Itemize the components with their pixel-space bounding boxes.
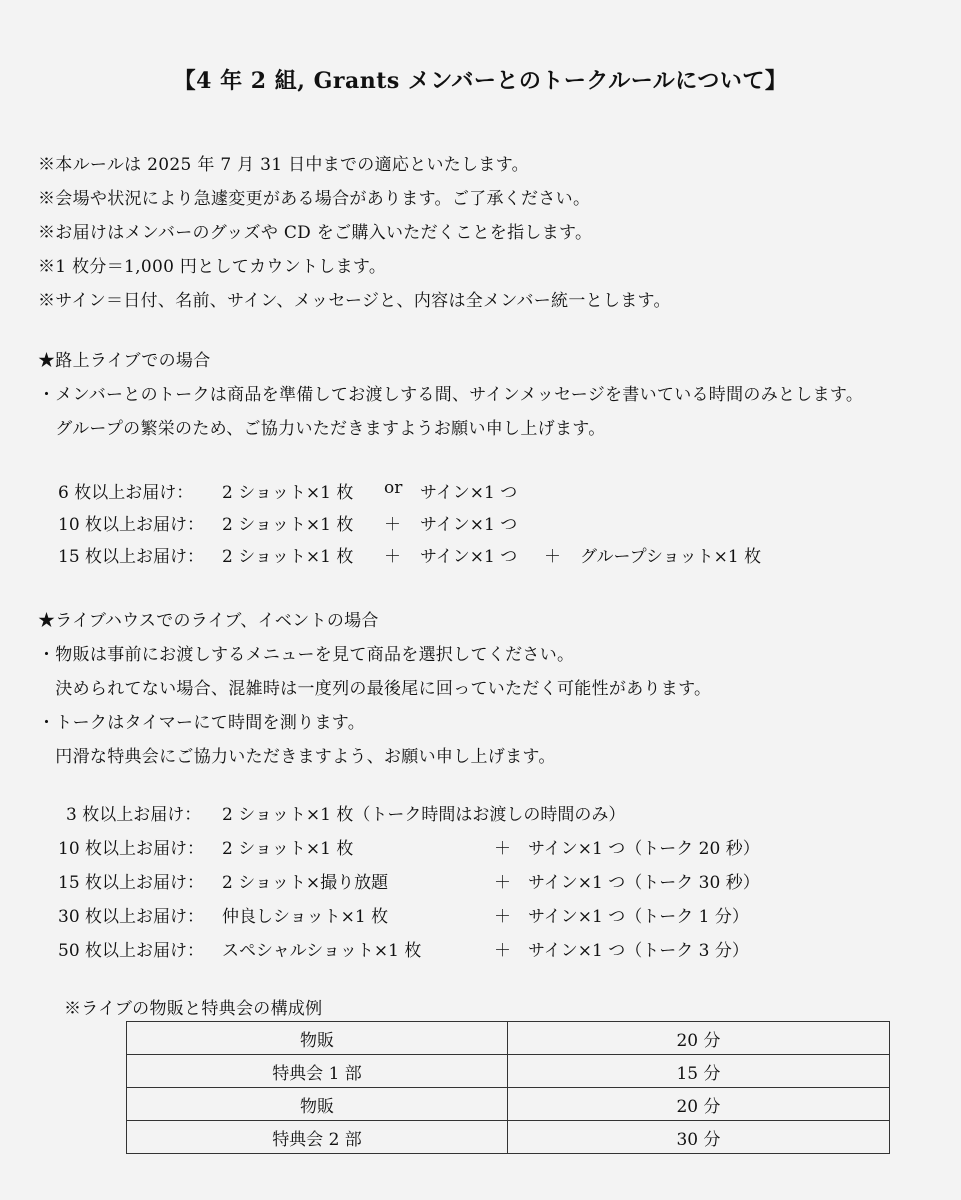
schedule-table	[126, 1021, 890, 1154]
table-row	[127, 1055, 890, 1088]
tier-reward-c: グループショット×1 枚	[580, 547, 762, 567]
schedule-time: 20 分	[508, 1022, 890, 1055]
livehouse-line: ・物販は事前にお渡しするメニューを見て商品を選択してください。	[38, 645, 575, 665]
table-row	[127, 1121, 890, 1154]
note-line: ※1 枚分＝1,000 円としてカウントします。	[38, 257, 387, 277]
livehouse-line: ・トークはタイマーにて時間を測ります。	[38, 713, 365, 733]
livehouse-line: 決められてない場合、混雑時は一度列の最後尾に回っていただく可能性があります。	[38, 679, 712, 699]
tier-reward-b: サイン×1 つ（トーク 20 秒）	[528, 839, 760, 859]
livehouse-heading: ★ライブハウスでのライブ、イベントの場合	[38, 611, 379, 631]
note-line: ※サイン＝日付、名前、サイン、メッセージと、内容は全メンバー統一とします。	[38, 291, 671, 311]
tier-operator: ＋	[384, 515, 401, 535]
table-row	[127, 1022, 890, 1055]
tier-reward-a: 2 ショット×1 枚	[222, 547, 354, 567]
tier-requirement: 50 枚以上お届け：	[58, 941, 205, 961]
tier-reward-a: 2 ショット×1 枚	[222, 483, 354, 503]
schedule-item: 物販	[127, 1088, 508, 1121]
note-line: ※会場や状況により急遽変更がある場合があります。ご了承ください。	[38, 189, 591, 209]
tier-reward-a: 2 ショット×撮り放題	[222, 873, 389, 893]
tier-requirement: 30 枚以上お届け：	[58, 907, 205, 927]
schedule-item: 物販	[127, 1022, 508, 1055]
note-line: ※お届けはメンバーのグッズや CD をご購入いただくことを指します。	[38, 223, 593, 243]
tier-requirement: 15 枚以上お届け：	[58, 547, 205, 567]
tier-requirement: 15 枚以上お届け：	[58, 873, 205, 893]
street-line: グループの繁栄のため、ご協力いただきますようお願い申し上げます。	[38, 419, 606, 439]
tier-reward-b: サイン×1 つ	[420, 515, 518, 535]
tier-reward-b: サイン×1 つ（トーク 1 分）	[528, 907, 749, 927]
schedule-time: 30 分	[508, 1121, 890, 1154]
tier-operator: or	[384, 478, 403, 498]
tier-operator: ＋	[544, 547, 561, 567]
schedule-item: 特典会 1 部	[127, 1055, 508, 1088]
tier-reward-b: サイン×1 つ	[420, 547, 518, 567]
schedule-item: 特典会 2 部	[127, 1121, 508, 1154]
tier-reward-a: 2 ショット×1 枚	[222, 839, 354, 859]
tier-requirement: 10 枚以上お届け：	[58, 839, 205, 859]
tier-operator: ＋	[384, 547, 401, 567]
tier-reward-b: サイン×1 つ	[420, 483, 518, 503]
schedule-time: 20 分	[508, 1088, 890, 1121]
tier-reward-a: 2 ショット×1 枚	[222, 515, 354, 535]
tier-operator: ＋	[494, 941, 511, 961]
street-heading: ★路上ライブでの場合	[38, 351, 211, 371]
tier-operator: ＋	[494, 907, 511, 927]
schedule-time: 15 分	[508, 1055, 890, 1088]
tier-reward-a: 仲良しショット×1 枚	[222, 907, 389, 927]
tier-operator: ＋	[494, 873, 511, 893]
page-title: 【4 年 2 組, Grants メンバーとのトークルールについて】	[173, 68, 788, 94]
tier-operator: ＋	[494, 839, 511, 859]
table-row	[127, 1088, 890, 1121]
street-line: ・メンバーとのトークは商品を準備してお渡しする間、サインメッセージを書いている時間のみとします。	[38, 385, 864, 405]
schedule-caption: ※ライブの物販と特典会の構成例	[64, 999, 323, 1019]
note-line: ※本ルールは 2025 年 7 月 31 日中までの適応といたします。	[38, 155, 529, 175]
tier-reward-a: スペシャルショット×1 枚	[222, 941, 422, 961]
tier-reward-b: サイン×1 つ（トーク 3 分）	[528, 941, 749, 961]
livehouse-line: 円滑な特典会にご協力いただきますよう、お願い申し上げます。	[38, 747, 556, 767]
tier-reward-b: サイン×1 つ（トーク 30 秒）	[528, 873, 760, 893]
tier-reward-a: 2 ショット×1 枚（トーク時間はお渡しの時間のみ）	[222, 805, 626, 825]
tier-requirement: 3 枚以上お届け：	[66, 805, 202, 825]
tier-requirement: 6 枚以上お届け：	[58, 483, 194, 503]
tier-requirement: 10 枚以上お届け：	[58, 515, 205, 535]
